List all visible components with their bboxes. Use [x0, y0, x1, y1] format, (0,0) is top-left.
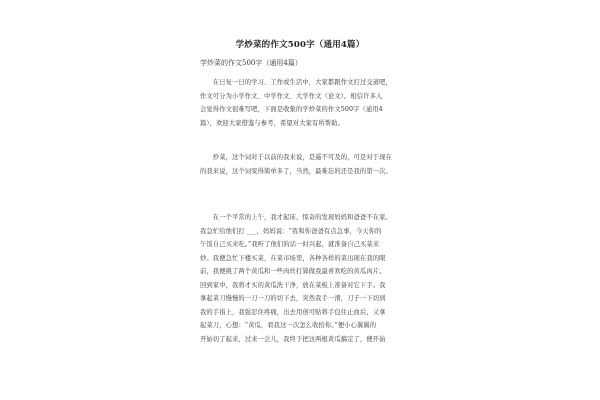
text-line: 午饭自己买来吃。”我听了他们的话一时兴起，就准备自己买菜来 [200, 241, 380, 248]
text-line: 我急忙给他们打 ___，妈妈说：“我和你爸爸有点急事，今天你的 [200, 227, 382, 235]
text-line: 篇），欢迎大家借鉴与参考，希望对大家有所帮助。 [200, 119, 344, 127]
text-line: 前，我便挑了两个黄瓜和一些肉丝打算做我最喜欢吃的黄瓜肉片。 [200, 268, 386, 275]
text-line: 开始切了起来，过来一会儿，我终于把这两根黄瓜搞定了，便开始 [200, 335, 386, 343]
text-line: 作文可分为小学作文、中学作文、大学作文（论文）。相信许多人 [200, 92, 383, 100]
text-line: 拿起菜刀慢慢的一刀一刀的切下去，突然我手一滑，刀子一下切到 [200, 295, 386, 302]
text-line: 起菜刀，心想：“黄瓜，看我这一次怎么收拾你。”便小心翼翼的 [200, 322, 377, 329]
text-line: 在日复一日的学习、工作或生活中，大家都跟作文打过交道吧， [200, 79, 392, 86]
text-line: 炒菜，这个词对于以前的我来说，是遥不可及的，可是对于现在 [200, 154, 392, 161]
text-line: 回到家中，我将才买的黄瓜洗干净，放在菜板上准备对它下手。我 [200, 281, 386, 289]
text-line: 我的手指上，我强忍住疼痛，出去用创可贴将手包住止血后，又拿 [200, 308, 386, 316]
paragraph-2 [200, 151, 410, 178]
text-line: 会觉得作文很难写吧，下面是收集的学炒菜的作文500字（通用4 [200, 106, 383, 113]
document-subtitle: 学炒菜的作文500字（通用4篇） [200, 59, 302, 67]
text-line: 炒。我便急忙下楼买菜，在菜市场里，各种各样的菜出现在我的眼 [200, 254, 386, 262]
document-title: 学炒菜的作文500字（通用4篇） [235, 40, 365, 50]
paragraph-3 [200, 211, 410, 346]
paragraph-intro [200, 76, 410, 130]
text-line: 在一个平常的上午，我才起床，惊奇的发现妈妈和爸爸不在家。 [200, 214, 392, 221]
text-line: 的我来说，这个词变得简单多了，当然，最难忘的还是我的第一次。 [200, 167, 392, 175]
